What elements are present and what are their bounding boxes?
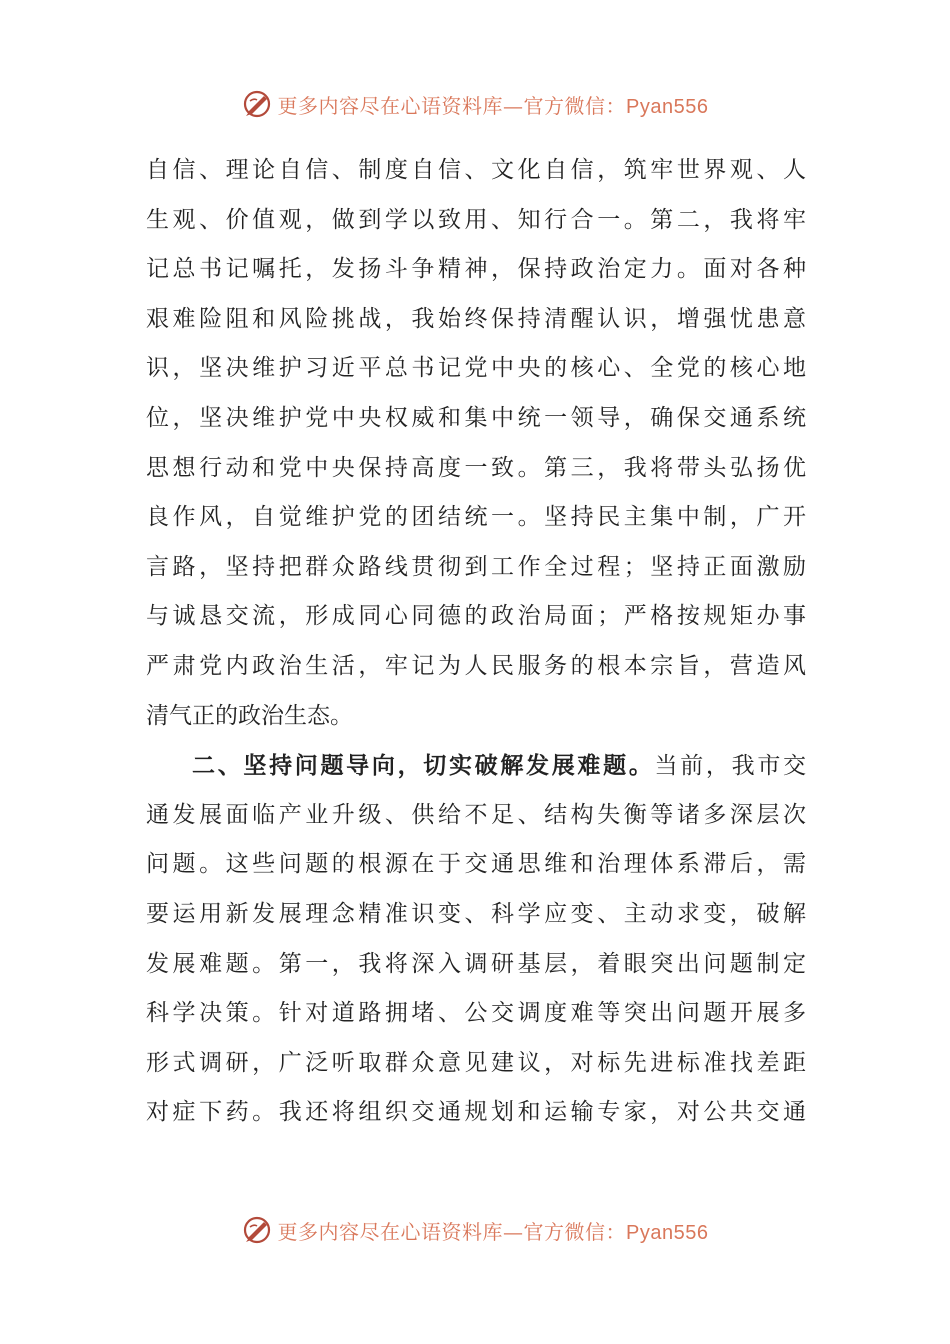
section-heading-line [146, 741, 806, 791]
header-banner [0, 84, 950, 124]
text-line: 问题。这些问题的根源在于交通思维和治理体系滞后，需 [146, 851, 806, 878]
text-line: 形式调研，广泛听取群众意见建议，对标先进标准找差距 [146, 1049, 806, 1076]
text-line: 通发展面临产业升级、供给不足、结构失衡等诸多深层次 [146, 801, 806, 828]
section-heading: 二、坚持问题导向，切实破解发展难题。 [192, 752, 655, 780]
text-line: 言路，坚持把群众路线贯彻到工作全过程；坚持正面激励 [146, 553, 806, 580]
footer-banner [0, 1210, 950, 1250]
text-line: 与诚恳交流，形成同心同德的政治局面；严格按规矩办事 [146, 603, 806, 630]
text-line: 科学决策。针对道路拥堵、公交调度难等突出问题开展多 [146, 1000, 806, 1027]
text-line: 清气正的政治生态。 [146, 702, 353, 729]
banner-wechat-id: Pyan556 [626, 1221, 709, 1244]
banner-text: 更多内容尽在心语资料库—官方微信：Pyan556 [277, 1219, 709, 1244]
text-line: 发展难题。第一，我将深入调研基层，着眼突出问题制定 [146, 950, 806, 977]
text-line: 良作风，自觉维护党的团结统一。坚持民主集中制，广开 [146, 504, 806, 531]
text-run: 当前，我市交 [654, 753, 806, 780]
document-body [146, 146, 806, 1138]
text-line: 记总书记嘱托，发扬斗争精神，保持政治定力。面对各种 [146, 256, 806, 283]
banner-text: 更多内容尽在心语资料库—官方微信：Pyan556 [277, 93, 709, 118]
text-line: 自信、理论自信、制度自信、文化自信，筑牢世界观、人 [146, 157, 806, 183]
text-line: 思想行动和党中央保持高度一致。第三，我将带头弘扬优 [146, 454, 806, 481]
banner-wechat-id: Pyan556 [626, 95, 709, 118]
text-line: 艰难险阻和风险挑战，我始终保持清醒认识，增强忧患意 [146, 305, 806, 332]
text-line: 严肃党内政治生活，牢记为人民服务的根本宗旨，营造风 [146, 652, 806, 679]
pen-logo-icon [242, 89, 272, 119]
text-line: 识，坚决维护习近平总书记党中央的核心、全党的核心地 [146, 355, 806, 382]
text-line: 位，坚决维护党中央权威和集中统一领导，确保交通系统 [146, 404, 806, 431]
text-line: 生观、价值观，做到学以致用、知行合一。第二，我将牢 [146, 206, 806, 233]
text-line: 要运用新发展理念精准识变、科学应变、主动求变，破解 [146, 900, 806, 927]
text-line: 对症下药。我还将组织交通规划和运输专家，对公共交通 [146, 1099, 806, 1126]
pen-logo-icon [242, 1215, 272, 1245]
